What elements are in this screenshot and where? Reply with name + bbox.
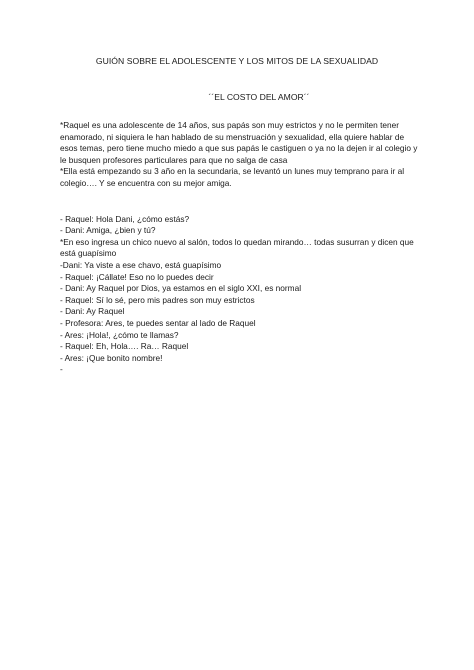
document-subtitle: ´´EL COSTO DEL AMOR´´ bbox=[208, 92, 310, 102]
stage-direction: *En eso ingresa un chico nuevo al salón, todos lo quedan mirando… todas susurran y dicen que está guapísimo bbox=[60, 236, 414, 259]
dialogue-line: - Dani: Amiga, ¿bien y tú? bbox=[60, 225, 156, 236]
dialogue-line: -Dani: Ya viste a ese chavo, está guapísimo bbox=[60, 259, 222, 270]
dialogue-line: - Dani: Ay Raquel por Dios, ya estamos en el siglo XXI, es normal bbox=[60, 283, 302, 294]
intro-paragraph-1: *Raquel es una adolescente de 14 años, sus papás son muy estrictos y no le permiten tener enamorado, ni siquiera le han hablado de su menstruación y sexualidad, ella quiere hablar de esos temas, pero tiene mucho miedo a que sus papás le castiguen o ya no la dejen ir al colegio y le busquen profesores particulares para que no salga de casa bbox=[60, 120, 418, 165]
dialogue-line: - Ares: ¡Que bonito nombre! bbox=[60, 352, 163, 363]
document-title: GUIÓN SOBRE EL ADOLESCENTE Y LOS MITOS DE LA SEXUALIDAD bbox=[95, 56, 379, 66]
dialogue-line: - Ares: ¡Hola!, ¿cómo te llamas? bbox=[60, 329, 179, 340]
dialogue-line: - Raquel: Hola Dani, ¿cómo estás? bbox=[60, 213, 190, 224]
document-body bbox=[60, 120, 418, 376]
section-spacer bbox=[60, 190, 418, 214]
dialogue-line: - Raquel: ¡Cállate! Eso no lo puedes decir bbox=[60, 271, 214, 282]
intro-paragraph-2: *Ella está empezando su 3 año en la secundaria, se levantó un lunes muy temprano para ir al colegio…. Y se encuentra con su mejor amiga. bbox=[60, 166, 405, 188]
dialogue-line: - Dani: Ay Raquel bbox=[60, 306, 125, 317]
dialogue-line: - Raquel: Eh, Hola…. Ra… Raquel bbox=[60, 341, 189, 352]
dialogue-line: - Raquel: Sí lo sé, pero mis padres son muy estrictos bbox=[60, 294, 255, 305]
dialogue-line: - Profesora: Ares, te puedes sentar al lado de Raquel bbox=[60, 317, 256, 328]
dialogue-line: - bbox=[60, 364, 63, 375]
